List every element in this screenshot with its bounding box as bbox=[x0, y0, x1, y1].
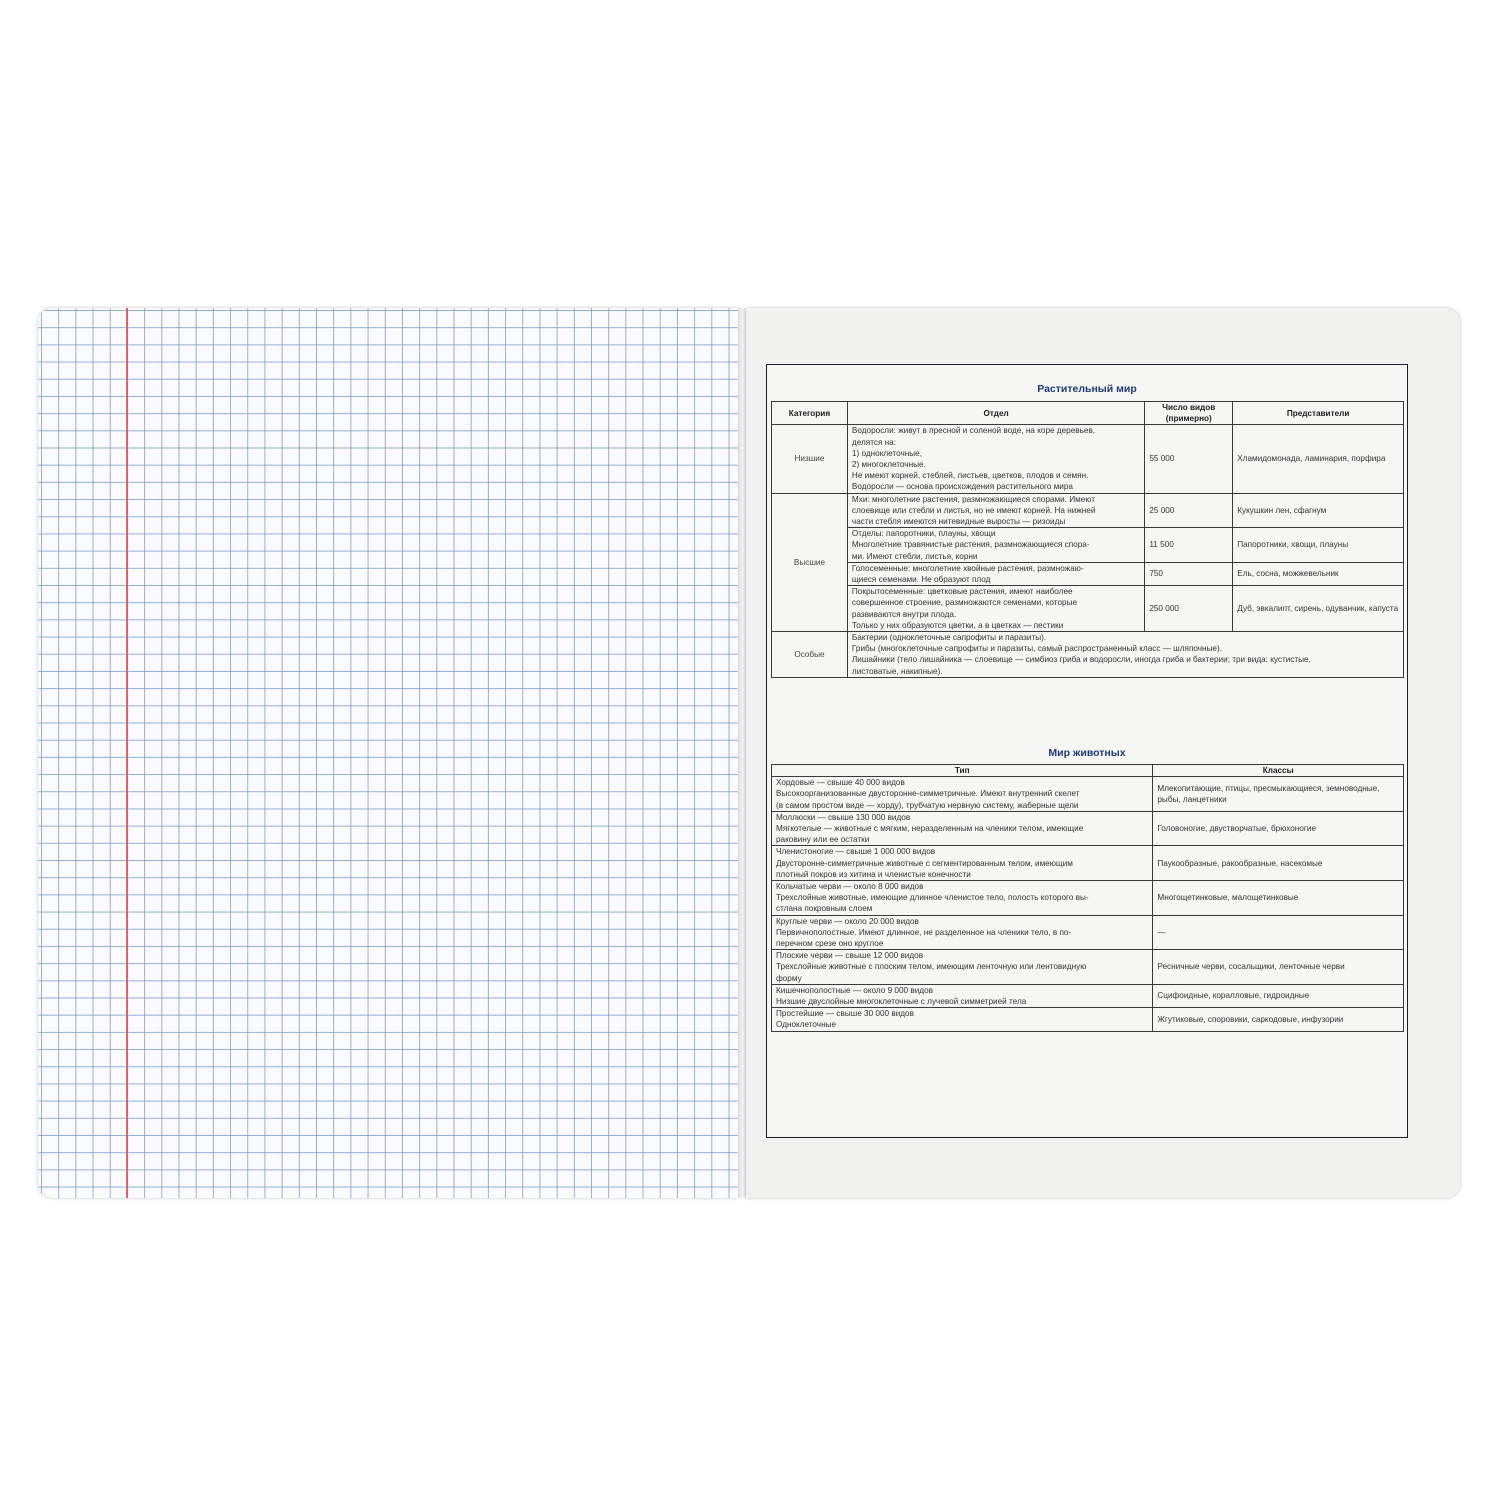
classes-cell: Жгутиковые, споровики, саркодовые, инфузории bbox=[1153, 1008, 1404, 1031]
type-cell: Кишечнополостные — около 9 000 видов Низшие двуслойные многоклеточные с лучевой симметрией тела bbox=[772, 984, 1153, 1007]
count-cell: 250 000 bbox=[1145, 586, 1233, 632]
category-special: Особые bbox=[772, 632, 848, 678]
header-category: Категория bbox=[772, 402, 848, 425]
classes-cell: Многощетинковые, малощетинковые bbox=[1153, 881, 1404, 916]
special-cell: Бактерии (одноклеточные сапрофиты и паразиты). Грибы (многоклеточные сапрофиты и паразиты, самый распространенный класс — шляпочные). Лишайники (тело лишайника — слоевище — симбиоз гриба и водоросли, иногда гриба и бактерии; три вида: кустистые, листоватые, накипные). bbox=[847, 632, 1403, 678]
table-row bbox=[772, 915, 1404, 950]
animals-title: Мир животных bbox=[1048, 747, 1126, 759]
table-row bbox=[772, 493, 1404, 528]
reps-cell: Ель, сосна, можжевельник bbox=[1233, 562, 1404, 585]
classes-cell: Паукообразные, ракообразные, насекомые bbox=[1153, 846, 1404, 881]
classes-cell: Ресничные черви, сосальщики, ленточные черви bbox=[1153, 950, 1404, 985]
type-cell: Круглые черви — около 20 000 видов Первичнополостные. Имеют длинное, не разделенное на членики тело, в по- перечном срезе оно круглое bbox=[772, 915, 1153, 950]
header-type: Тип bbox=[772, 765, 1153, 777]
table-row bbox=[772, 846, 1404, 881]
type-cell: Моллюски — свыше 130 000 видов Мягкотелые — животные с мягким, неразделенным на членики телом, имеющие раковину или ее остатки bbox=[772, 811, 1153, 846]
plants-table bbox=[771, 401, 1404, 678]
header-count: Число видов (примерно) bbox=[1145, 402, 1233, 425]
category-low: Низшие bbox=[772, 425, 848, 493]
category-high: Высшие bbox=[772, 493, 848, 631]
header-classes: Классы bbox=[1153, 765, 1404, 777]
table-row bbox=[772, 632, 1404, 678]
animals-header-row bbox=[772, 765, 1404, 777]
division-cell: Голосеменные: многолетние хвойные растения, размножаю- щиеся семенами. Не образуют плод bbox=[847, 562, 1144, 585]
type-cell: Плоские черви — свыше 12 000 видов Трехслойные животные с плоским телом, имеющим ленточную или лентовидную форму bbox=[772, 950, 1153, 985]
header-division: Отдел bbox=[847, 402, 1144, 425]
margin-line bbox=[126, 308, 128, 1198]
table-row bbox=[772, 777, 1404, 812]
classes-cell: Головоногие, двустворчатые, брюхоногие bbox=[1153, 811, 1404, 846]
reps-cell: Папоротники, хвощи, плауны bbox=[1233, 528, 1404, 563]
reps-cell: Кукушкин лен, сфагнум bbox=[1233, 493, 1404, 528]
division-cell: Мхи: многолетние растения, размножающиеся спорами. Имеют слоевище или стебли и листья, но не имеют корней. На нижней части стебля имеются нитевидные выросты — ризоиды bbox=[847, 493, 1144, 528]
type-cell: Простейшие — свыше 30 000 видов Одноклеточные bbox=[772, 1008, 1153, 1031]
table-row bbox=[772, 984, 1404, 1007]
table-row bbox=[772, 811, 1404, 846]
type-cell: Кольчатые черви — около 8 000 видов Трехслойные животные, имеющие длинное членистое тело, полость которого вы- стлана покровным слоем bbox=[772, 881, 1153, 916]
division-cell: Водоросли: живут в пресной и соленой воде, на коре деревьев, делятся на: 1) одноклеточные, 2) многоклеточные. Не имеют корней, стеблей, листьев, цветков, плодов и семян. Водоросли — основа происхождения растительного мира bbox=[847, 425, 1144, 493]
type-cell: Хордовые — свыше 40 000 видов Высокоорганизованные двусторонне-симметричные. Имеют внутренний скелет (в самом простом виде — хорду), трубчатую нервную систему, жаберные щели bbox=[772, 777, 1153, 812]
classes-cell: Сцифоидные, коралловые, гидроидные bbox=[1153, 984, 1404, 1007]
table-row bbox=[772, 528, 1404, 563]
division-cell: Покрытосеменные: цветковые растения, имеют наиболее совершенное строение, размножаются семенами, которые развиваются внутри плода. Только у них образуются цветки, а в цветках — пестики bbox=[847, 586, 1144, 632]
reference-frame bbox=[766, 364, 1408, 1138]
table-row bbox=[772, 586, 1404, 632]
count-cell: 11 500 bbox=[1145, 528, 1233, 563]
table-row bbox=[772, 950, 1404, 985]
classes-cell: Млекопитающие, птицы, пресмыкающиеся, земноводные, рыбы, ланцетники bbox=[1153, 777, 1404, 812]
plants-title: Растительный мир bbox=[1037, 383, 1137, 395]
reps-cell: Дуб, эвкалипт, сирень, одуванчик, капуста bbox=[1233, 586, 1404, 632]
animals-table bbox=[771, 764, 1404, 1032]
plants-header-row bbox=[772, 402, 1404, 425]
classes-cell: — bbox=[1153, 915, 1404, 950]
type-cell: Членистоногие — свыше 1 000 000 видов Двусторонне-симметричные животные с сегментированным телом, имеющим плотный покров из хитина и членистые конечности bbox=[772, 846, 1153, 881]
notebook-spine bbox=[738, 308, 746, 1198]
table-row bbox=[772, 1008, 1404, 1031]
count-cell: 750 bbox=[1145, 562, 1233, 585]
table-row bbox=[772, 425, 1404, 493]
table-row bbox=[772, 881, 1404, 916]
header-reps: Представители bbox=[1233, 402, 1404, 425]
reps-cell: Хламидомонада, ламинария, порфира bbox=[1233, 425, 1404, 493]
count-cell: 55 000 bbox=[1145, 425, 1233, 493]
table-row bbox=[772, 562, 1404, 585]
cover-inner-page bbox=[746, 308, 1460, 1198]
count-cell: 25 000 bbox=[1145, 493, 1233, 528]
division-cell: Отделы: папоротники, плауны, хвощи Многолетние травянистые растения, размножающиеся спора- ми. Имеют стебли, листья, корни bbox=[847, 528, 1144, 563]
open-notebook bbox=[38, 308, 1460, 1198]
grid-page bbox=[38, 308, 738, 1198]
